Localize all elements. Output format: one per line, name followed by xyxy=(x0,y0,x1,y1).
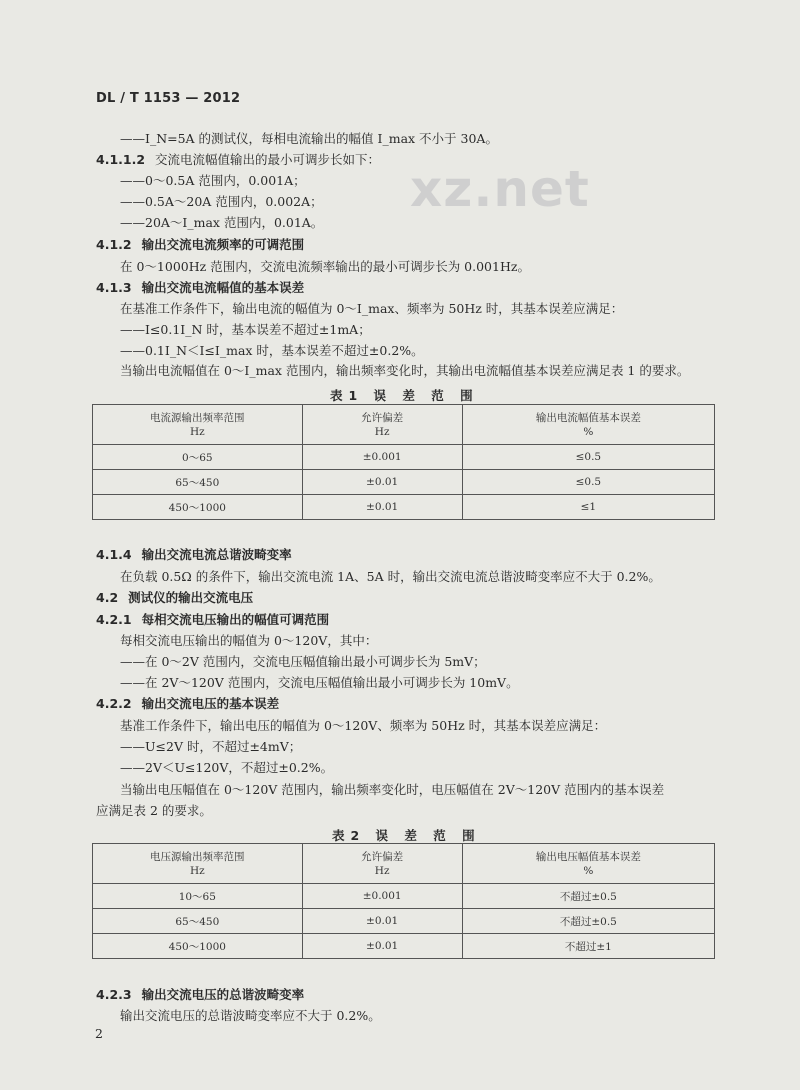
section-heading xyxy=(96,278,304,296)
table-cell: ±0.001 xyxy=(302,445,462,470)
column-header xyxy=(302,844,462,884)
section-number: 4.1.3 xyxy=(96,280,132,295)
column-header xyxy=(462,405,714,445)
table-cell: 450～1000 xyxy=(93,495,303,520)
body-line xyxy=(120,341,424,359)
body-line xyxy=(96,150,380,168)
header-unit: % xyxy=(583,425,594,438)
line-text: ——I_N=5A 的测试仪，每相电流输出的幅值 I_max 不小于 30A。 xyxy=(120,131,498,146)
table2 xyxy=(92,843,715,959)
table-row xyxy=(93,495,715,520)
table-cell: ±0.01 xyxy=(302,495,462,520)
line-text: 输出交流电压的总谐波畸变率应不大于 0.2%。 xyxy=(120,1008,381,1023)
line-text: 输出交流电流幅值的基本误差 xyxy=(141,280,305,295)
table-header-row xyxy=(93,844,715,884)
section-heading xyxy=(96,985,304,1003)
body-line xyxy=(120,780,664,798)
section-number: 4.1.4 xyxy=(96,547,132,562)
table-cell: ≤0.5 xyxy=(462,445,714,470)
header-label: 输出电压幅值基本误差 xyxy=(535,850,641,863)
line-text: 测试仪的输出交流电压 xyxy=(128,590,254,605)
section-number: 4.2.2 xyxy=(96,696,132,711)
table-cell: ±0.01 xyxy=(302,934,462,959)
body-line xyxy=(120,361,689,379)
table1-caption: 表1 误 差 范 围 xyxy=(330,388,479,403)
table2-caption: 表2 误 差 范 围 xyxy=(332,828,481,843)
body-line xyxy=(96,801,212,819)
table-cell: ±0.001 xyxy=(302,884,462,909)
body-line xyxy=(120,1006,381,1024)
table-cell: 不超过±0.5 xyxy=(462,884,714,909)
line-text: 每相交流电压输出的幅值可调范围 xyxy=(141,612,330,627)
table-cell: ±0.01 xyxy=(302,909,462,934)
table-row xyxy=(93,934,715,959)
body-line xyxy=(120,213,323,231)
table-cell: 0～65 xyxy=(93,445,303,470)
header-label: 允许偏差 xyxy=(361,411,404,424)
section-number: 4.1.2 xyxy=(96,237,132,252)
header-label: 电压源输出频率范围 xyxy=(150,850,245,863)
line-text: ——U≤2V 时，不超过±4mV； xyxy=(120,739,302,754)
body-line xyxy=(120,652,486,670)
column-header xyxy=(93,405,303,445)
section-number: 4.2.3 xyxy=(96,987,132,1002)
header-label: 电流源输出频率范围 xyxy=(150,411,245,424)
line-text: ——20A～I_max 范围内，0.01A。 xyxy=(120,215,324,230)
header-unit: Hz xyxy=(374,425,390,438)
line-text: 在 0～1000Hz 范围内，交流电流频率输出的最小可调步长为 0.001Hz。 xyxy=(120,259,530,274)
table-row xyxy=(93,884,715,909)
line-text: 在基准工作条件下，输出电流的幅值为 0～I_max、频率为 50Hz 时，其基本误差应满足： xyxy=(120,301,624,316)
line-text: 输出交流电流频率的可调范围 xyxy=(141,237,305,252)
section-number: 4.1.1.2 xyxy=(96,152,146,167)
line-text: 在负载 0.5Ω 的条件下，输出交流电流 1A、5A 时，输出交流电流总谐波畸变率应不大于 0.2%。 xyxy=(120,569,661,584)
line-text: 基准工作条件下，输出电压的幅值为 0～120V、频率为 50Hz 时，其基本误差应满足： xyxy=(120,718,607,733)
section-number: 4.2 xyxy=(96,590,119,605)
line-text: 输出交流电压的基本误差 xyxy=(141,696,280,711)
column-header xyxy=(302,405,462,445)
body-line xyxy=(120,631,377,649)
header-label: 输出电流幅值基本误差 xyxy=(535,411,641,424)
table-cell: ≤0.5 xyxy=(462,470,714,495)
line-text: ——0～0.5A 范围内，0.001A； xyxy=(120,173,306,188)
column-header xyxy=(462,844,714,884)
table-header-row xyxy=(93,405,715,445)
line-text: 输出交流电流总谐波畸变率 xyxy=(141,547,292,562)
table1 xyxy=(92,404,715,520)
page-number: 2 xyxy=(95,1026,103,1041)
body-line xyxy=(120,716,606,734)
table-cell: 10～65 xyxy=(93,884,303,909)
section-heading xyxy=(96,610,329,628)
body-line xyxy=(120,737,301,755)
line-text: 当输出电流幅值在 0～I_max 范围内，输出频率变化时，其输出电流幅值基本误差应满足表 1 的要求。 xyxy=(120,363,690,378)
body-line xyxy=(120,171,306,189)
table-cell: 65～450 xyxy=(93,909,303,934)
section-heading xyxy=(96,545,292,563)
table-row xyxy=(93,470,715,495)
header-unit: Hz xyxy=(189,425,205,438)
table-cell: 65～450 xyxy=(93,470,303,495)
body-line xyxy=(120,129,498,147)
line-text: ——在 0～2V 范围内，交流电压幅值输出最小可调步长为 5mV； xyxy=(120,654,486,669)
line-text: ——0.1I_N＜I≤I_max 时，基本误差不超过±0.2%。 xyxy=(120,343,424,358)
table-row xyxy=(93,909,715,934)
line-text: ——在 2V～120V 范围内，交流电压幅值输出最小可调步长为 10mV。 xyxy=(120,675,519,690)
table-row xyxy=(93,445,715,470)
line-text: ——I≤0.1I_N 时，基本误差不超过±1mA； xyxy=(120,322,371,337)
body-line xyxy=(120,299,623,317)
line-text: ——0.5A～20A 范围内，0.002A； xyxy=(120,194,323,209)
section-heading xyxy=(96,588,253,606)
table-cell: 不超过±1 xyxy=(462,934,714,959)
line-text: ——2V＜U≤120V，不超过±0.2%。 xyxy=(120,760,334,775)
column-header xyxy=(93,844,303,884)
body-line xyxy=(120,320,371,338)
table-cell: ±0.01 xyxy=(302,470,462,495)
table-cell: 不超过±0.5 xyxy=(462,909,714,934)
body-line xyxy=(120,257,530,275)
body-line xyxy=(120,567,661,585)
line-text: 输出交流电压的总谐波畸变率 xyxy=(141,987,305,1002)
section-heading xyxy=(96,694,279,712)
table-cell: 450～1000 xyxy=(93,934,303,959)
standard-code-header: DL / T 1153 — 2012 xyxy=(96,91,241,106)
header-unit: Hz xyxy=(189,864,205,877)
line-text: 当输出电压幅值在 0～120V 范围内，输出频率变化时，电压幅值在 2V～120V 范围内的基本误差 xyxy=(120,782,665,797)
watermark-logo: xz.net xyxy=(410,160,590,218)
header-unit: % xyxy=(583,864,594,877)
body-line xyxy=(120,673,519,691)
line-text: 交流电流幅值输出的最小可调步长如下： xyxy=(155,152,381,167)
header-label: 允许偏差 xyxy=(361,850,404,863)
section-heading xyxy=(96,235,304,253)
header-unit: Hz xyxy=(374,864,390,877)
line-text: 每相交流电压输出的幅值为 0～120V，其中： xyxy=(120,633,378,648)
table-cell: ≤1 xyxy=(462,495,714,520)
body-line xyxy=(120,758,333,776)
body-line xyxy=(120,192,323,210)
line-text: 应满足表 2 的要求。 xyxy=(96,803,212,818)
section-number: 4.2.1 xyxy=(96,612,132,627)
